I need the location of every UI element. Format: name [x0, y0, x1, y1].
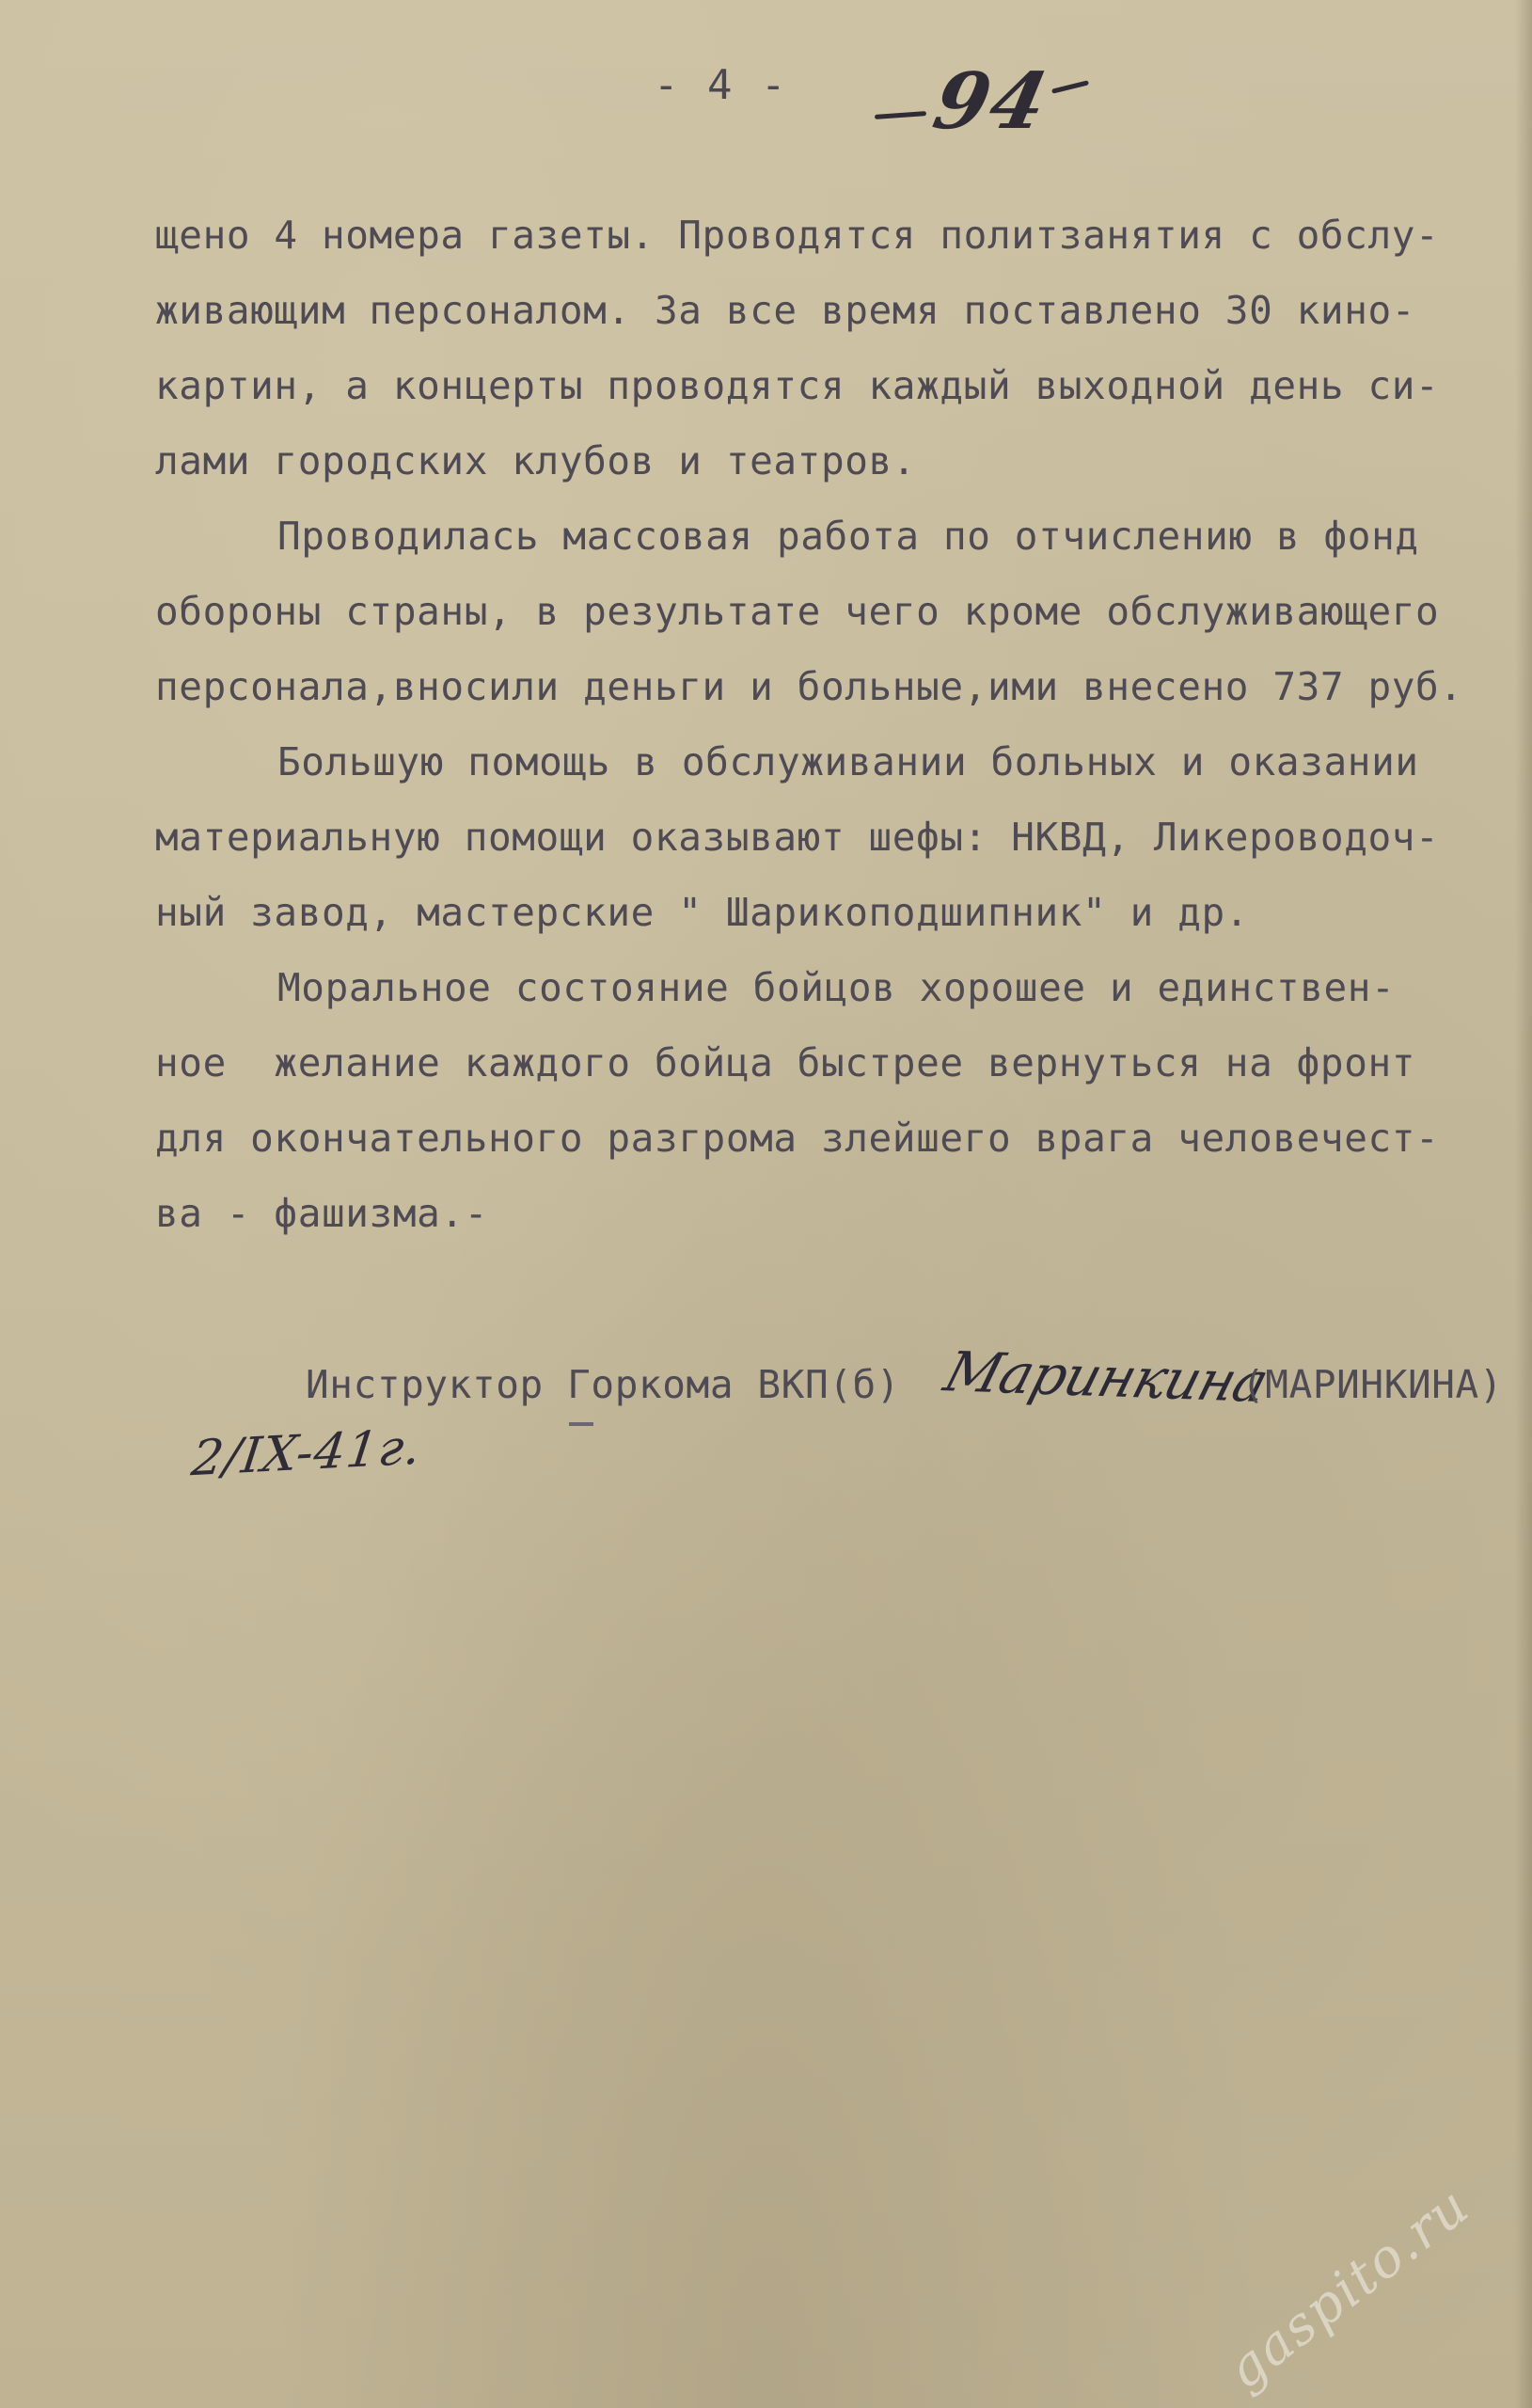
paragraph-start-line: Большую помощь в обслуживании больных и оказании: [277, 739, 1419, 784]
text-line: лами городских клубов и театров.: [155, 438, 917, 483]
text-line: щено 4 номера газеты. Проводятся политзанятия с обслу-: [155, 213, 1440, 258]
body-text: [155, 198, 1491, 1251]
folio-dash: [1051, 80, 1089, 94]
folio-dash: [875, 111, 926, 119]
paragraph-start-line: Проводилась массовая работа по отчислению в фонд: [277, 514, 1419, 559]
page-number: - 4 -: [654, 61, 788, 109]
site-watermark: gaspito.ru: [1215, 2175, 1482, 2401]
text-line: обороны страны, в результате чего кроме обслуживающего: [155, 589, 1440, 634]
handwritten-signature: Маринкина: [937, 1339, 1275, 1415]
signer-title: Инструктор Горкома ВКП(б): [306, 1362, 901, 1407]
text-line: персонала,вносили деньги и больные,ими внесено 737 руб.: [155, 664, 1463, 709]
page-header: [0, 56, 1532, 160]
page-edge-shadow: [1515, 0, 1532, 2408]
text-line: материальную помощи оказывают шефы: НКВД, Ликероводоч-: [155, 815, 1440, 860]
underline-mark: [569, 1422, 593, 1426]
text-line: ный завод, мастерские " Шарикоподшипник" и др.: [155, 890, 1250, 935]
signature-block: [0, 1339, 1532, 1505]
archive-folio-number: 94: [925, 56, 1057, 147]
paragraph-start-line: Моральное состояние бойцов хорошее и единствен-: [277, 965, 1396, 1010]
text-line: живающим персоналом. За все время поставлено 30 кино-: [155, 288, 1416, 333]
text-line: картин, а концерты проводятся каждый выходной день си-: [155, 363, 1440, 408]
handwritten-date: 2/IX-41г.: [188, 1418, 425, 1488]
signer-name: (МАРИНКИНА): [1241, 1362, 1504, 1407]
text-line: для окончательного разгрома злейшего врага человечест-: [155, 1116, 1440, 1161]
text-line: ва - фашизма.-: [155, 1191, 488, 1236]
text-line: ное желание каждого бойца быстрее вернуться на фронт: [155, 1040, 1416, 1085]
